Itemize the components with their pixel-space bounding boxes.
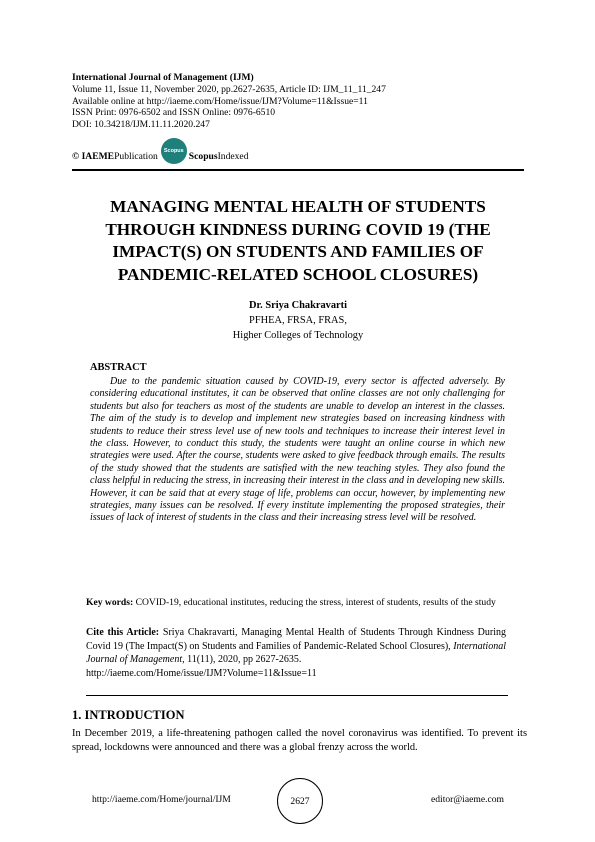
journal-header <box>72 72 532 131</box>
citation-label: Cite this Article: <box>86 627 160 638</box>
doi-line: DOI: 10.34218/IJM.11.11.2020.247 <box>72 119 210 131</box>
paper-title: MANAGING MENTAL HEALTH OF STUDENTS THROUGH KINDNESS DURING COVID 19 (THE IMPACT(S) ON STUDENTS AND FAMILIES OF PANDEMIC-RELATED SCHOOL CLOSURES) <box>105 197 491 284</box>
section-heading-introduction: 1. INTRODUCTION <box>72 708 185 722</box>
introduction-text: In December 2019, a life-threatening pathogen called the novel coronavirus was identified. To prevent its spread, lockdowns were announced and there was a global frenzy across the world. <box>72 728 527 753</box>
issn-line: ISSN Print: 0976-6502 and ISSN Online: 0976-6510 <box>72 107 276 119</box>
citation-text: Sriya Chakravarti, Managing Mental Health of Students Through Kindness During Covid 19 (The Impact(S) on Students and Families of Pandemic-Related School Closures), <box>86 627 506 652</box>
page-footer <box>72 778 524 828</box>
issue-line: Volume 11, Issue 11, November 2020, pp.2627-2635, Article ID: IJM_11_11_247 <box>72 83 386 95</box>
abstract-heading: ABSTRACT <box>90 362 147 373</box>
page-number: 2627 <box>277 778 323 824</box>
citation-url[interactable]: http://iaeme.com/Home/issue/IJM?Volume=11&Issue=11 <box>86 667 317 679</box>
keywords <box>86 596 508 609</box>
publisher-suffix: Publication <box>114 150 158 162</box>
journal-name: International Journal of Management (IJM) <box>72 72 254 83</box>
keywords-label: Key words: <box>86 597 134 608</box>
header-divider <box>72 169 524 171</box>
citation-divider <box>86 695 508 696</box>
author-block <box>72 298 524 343</box>
citation-block <box>86 626 506 680</box>
index-suffix: Indexed <box>217 150 249 162</box>
available-online-line: Available online at http://iaeme.com/Home/issue/IJM?Volume=11&Issue=11 <box>72 95 368 107</box>
index-name: Scopus <box>188 150 218 162</box>
citation-journal: International Journal of Management, <box>86 640 506 666</box>
author-affiliation: Higher Colleges of Technology <box>232 330 364 341</box>
footer-email[interactable]: editor@iaeme.com <box>430 794 504 805</box>
keywords-text: COVID-19, educational institutes, reducing the stress, interest of students, results of the study <box>133 597 496 608</box>
author-name: Dr. Sriya Chakravarti <box>248 300 348 311</box>
scopus-logo-icon: Scopus <box>161 138 187 164</box>
publisher-name: © IAEME <box>72 150 115 162</box>
abstract-text: Due to the pandemic situation caused by COVID-19, every sector is affected adversely. By considering educational institutes, it can be observed that online classes are not only challenging for students but also for teachers as most of the students are unable to develop an interest in the classes. The aim of the study is to develop and implement new strategies based on increasing kindness with students to reduce their stress level use of new tools and techniques to increase their interest level in the class. However, to conduct this study, the students were taught an online course in which new strategies were used. After the course, students were asked to give feedback through emails. The results of the study showed that the students are satisfied with the new teaching styles. They also found the class helpful in reducing the stress, in increasing their interest in the class and in developing new skills. However, it can be said that at every stage of life, problems can occur, however, by implementing new strategies, many issues can be resolved. If every institute implementing the proposed strategies, their issues of lack of interest of students in the class and their increasing stress level will be resolved. <box>90 376 505 524</box>
footer-journal-url[interactable]: http://iaeme.com/Home/journal/IJM <box>92 794 231 805</box>
citation-volume: 11(11), 2020, pp 2627-2635. <box>184 654 302 666</box>
author-credentials: PFHEA, FRSA, FRAS, <box>249 315 347 326</box>
